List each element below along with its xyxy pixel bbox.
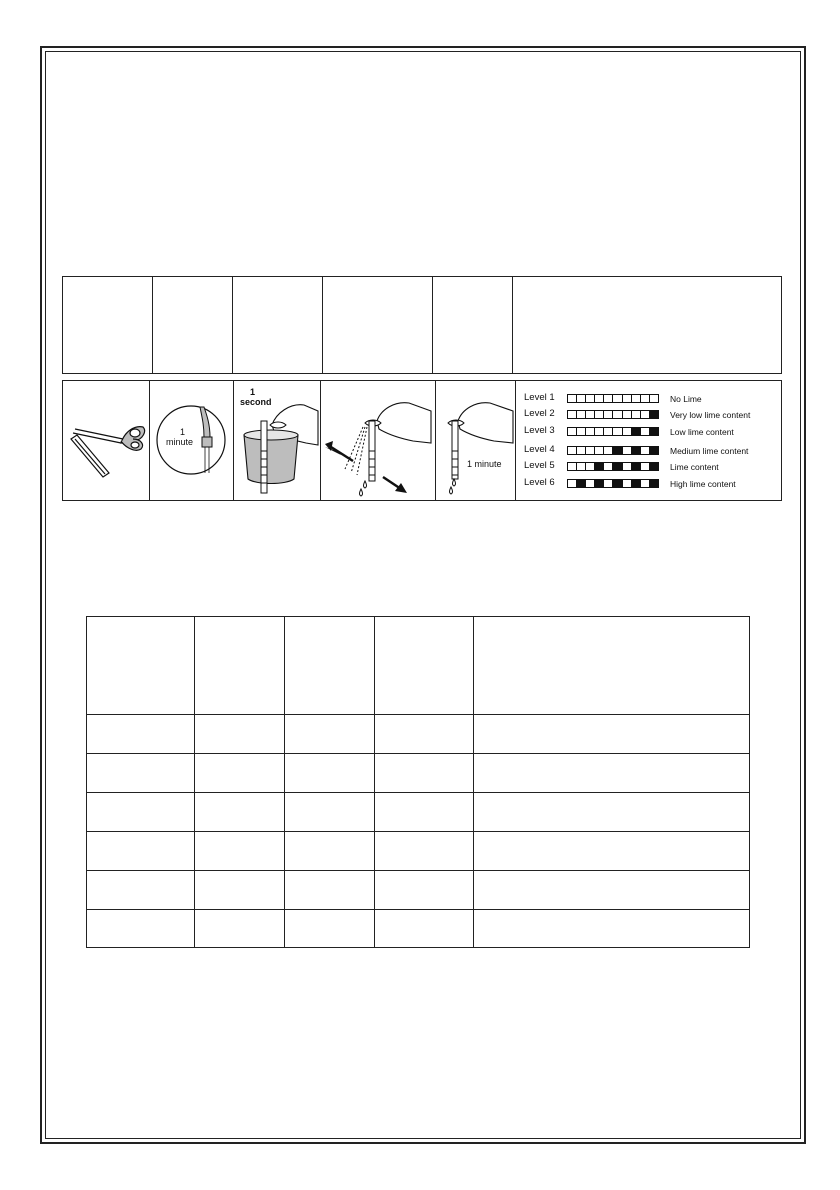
level-segment [623, 463, 632, 470]
level-label: Level 4 [524, 444, 555, 455]
level-bar [567, 427, 659, 436]
level-description: Very low lime content [670, 410, 751, 420]
level-bar [567, 446, 659, 455]
level-segment [632, 447, 641, 454]
level-segment [641, 480, 650, 487]
level-bar [567, 462, 659, 471]
level-segment [604, 428, 613, 435]
level-row [524, 392, 779, 406]
level-segment [577, 411, 586, 418]
level-segment [650, 428, 658, 435]
level-segment [568, 411, 577, 418]
level-row [524, 425, 779, 439]
level-segment [595, 395, 604, 402]
level-segment [595, 463, 604, 470]
level-segment [613, 447, 622, 454]
dip-strip-icon [234, 381, 320, 500]
level-segment [632, 411, 641, 418]
lime-level-legend [516, 381, 781, 500]
level-label: Level 6 [524, 477, 555, 488]
level-segment [650, 395, 658, 402]
level-segment [604, 395, 613, 402]
level-segment [641, 411, 650, 418]
level-segment [613, 428, 622, 435]
level-label: Level 5 [524, 460, 555, 471]
level-segment [577, 463, 586, 470]
level-description: Low lime content [670, 427, 734, 437]
level-segment [613, 480, 622, 487]
level-segment [641, 395, 650, 402]
level-bar [567, 394, 659, 403]
level-segment [641, 447, 650, 454]
level-segment [577, 395, 586, 402]
level-segment [623, 447, 632, 454]
level-segment [632, 480, 641, 487]
level-segment [595, 428, 604, 435]
level-segment [632, 463, 641, 470]
level-row [524, 444, 779, 458]
level-description: High lime content [670, 479, 736, 489]
step5-caption: 1 minute [467, 459, 502, 469]
level-segment [650, 411, 658, 418]
wait-strip-icon [436, 381, 515, 500]
step2-caption-number: 1 [180, 427, 186, 437]
level-segment [586, 463, 595, 470]
step2-caption-unit: minute [166, 437, 194, 447]
level-segment [568, 480, 577, 487]
level-row [524, 460, 779, 474]
level-segment [595, 447, 604, 454]
level-segment [623, 428, 632, 435]
level-segment [586, 411, 595, 418]
level-segment [604, 447, 613, 454]
level-label: Level 3 [524, 425, 555, 436]
level-segment [623, 480, 632, 487]
level-segment [577, 480, 586, 487]
level-segment [586, 447, 595, 454]
level-label: Level 2 [524, 408, 555, 419]
level-segment [595, 411, 604, 418]
level-segment [623, 411, 632, 418]
level-description: Medium lime content [670, 446, 749, 456]
level-segment [577, 428, 586, 435]
level-segment [650, 480, 658, 487]
level-segment [586, 480, 595, 487]
level-segment [650, 463, 658, 470]
header-table [62, 276, 782, 374]
level-segment [568, 395, 577, 402]
level-segment [586, 395, 595, 402]
level-segment [577, 447, 586, 454]
results-table [86, 616, 750, 948]
level-segment [632, 428, 641, 435]
level-segment [623, 395, 632, 402]
level-row [524, 477, 779, 491]
level-segment [613, 463, 622, 470]
level-segment [641, 463, 650, 470]
level-bar [567, 479, 659, 488]
level-segment [604, 463, 613, 470]
level-segment [604, 480, 613, 487]
step3-caption-number: 1 [250, 387, 256, 397]
level-segment [613, 411, 622, 418]
level-segment [613, 395, 622, 402]
level-row [524, 408, 779, 422]
level-segment [568, 463, 577, 470]
shake-strip-icon [321, 381, 435, 500]
level-segment [568, 447, 577, 454]
level-segment [632, 395, 641, 402]
scissors-icon [63, 381, 149, 500]
level-description: Lime content [670, 462, 719, 472]
level-segment [650, 447, 658, 454]
level-segment [568, 428, 577, 435]
level-description: No Lime [670, 394, 702, 404]
instruction-strip [62, 380, 782, 501]
level-label: Level 1 [524, 392, 555, 403]
level-segment [595, 480, 604, 487]
tap-water-icon [150, 381, 233, 500]
level-segment [641, 428, 650, 435]
page-border-inner [45, 51, 801, 1139]
step3-caption-unit: second [240, 397, 272, 407]
level-segment [586, 428, 595, 435]
level-segment [604, 411, 613, 418]
level-bar [567, 410, 659, 419]
